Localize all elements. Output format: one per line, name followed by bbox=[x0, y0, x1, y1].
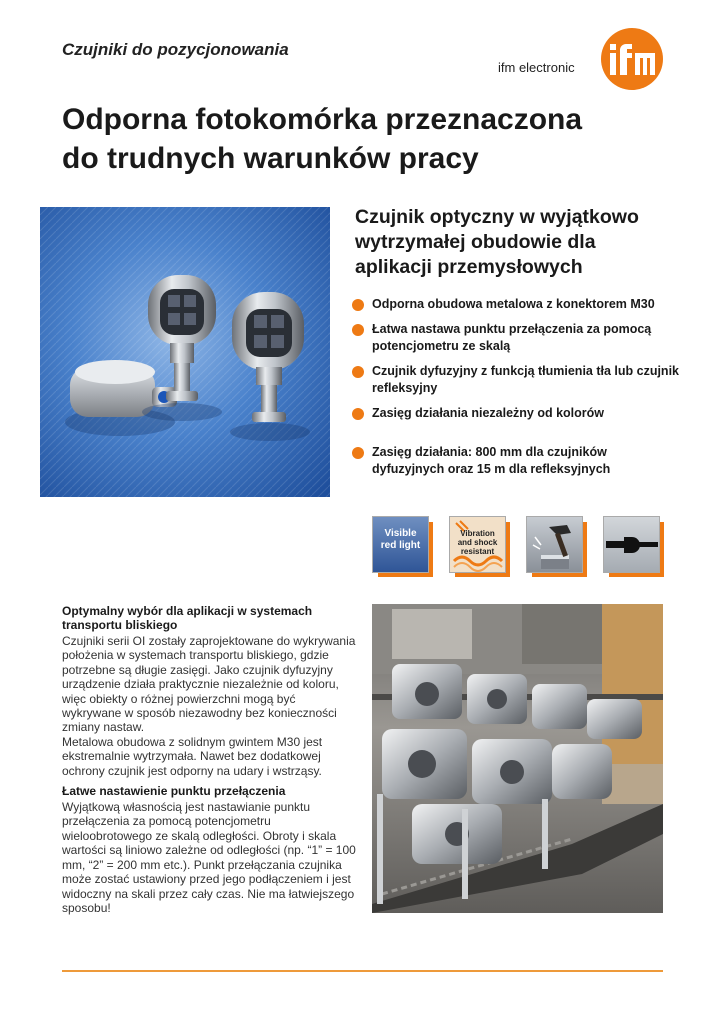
feature-item bbox=[352, 444, 682, 478]
bullet-dot-icon bbox=[352, 408, 364, 420]
article-text bbox=[62, 604, 357, 915]
badge-vibration-line-3: resistant bbox=[460, 547, 495, 556]
subheadline-line-2: wytrzymałej obudowie dla bbox=[355, 231, 596, 253]
brand-name: ifm electronic bbox=[498, 60, 575, 75]
hammer-icon bbox=[527, 517, 582, 572]
badge-vibration-line-2: and shock bbox=[457, 538, 498, 547]
connector-badge bbox=[603, 516, 660, 573]
feature-item bbox=[352, 405, 682, 422]
badge-visible-line-1: Visible bbox=[384, 528, 417, 539]
feature-text: Łatwa nastawa punktu przełączenia za pomocą potencjometru ze skalą bbox=[372, 322, 652, 353]
headline-line-1: Odporna fotokomórka przeznaczona bbox=[62, 103, 583, 136]
feature-badges bbox=[372, 516, 672, 578]
section-heading-transport: Optymalny wybór dla aplikacji w systemach transportu bliskiego bbox=[62, 604, 313, 632]
impact-resistant-badge bbox=[526, 516, 583, 573]
section-heading-switchpoint: Łatwe nastawienie punktu przełączenia bbox=[62, 784, 286, 799]
subheadline bbox=[355, 205, 675, 280]
subheadline-line-1: Czujnik optyczny w wyjątkowo bbox=[355, 206, 639, 228]
footer-divider bbox=[62, 970, 663, 972]
subheadline-line-3: aplikacji przemysłowych bbox=[355, 256, 583, 278]
feature-item bbox=[352, 321, 682, 355]
feature-text: Odporna obudowa metalowa z konektorem M30 bbox=[372, 297, 655, 311]
section-transport-paragraph-1: Czujniki serii OI zostały zaprojektowane do wykrywania położenia w systemach transportu bliskiego, gdzie potrzebne są długie zasięgi. Jako czujnik dyfuzyjny urządzenie działa praktycznie niezależnie od koloru, więc obiekty o różnej powierzchni mogą być wykrywane w sposób niezawodny bez konieczności zmiany nastaw. bbox=[62, 634, 356, 735]
feature-text: Zasięg działania niezależny od kolorów bbox=[372, 406, 605, 420]
section-switchpoint-paragraph: Wyjątkową własnością jest nastawianie punktu przełączenia za pomocą potencjometru wieloobrotowego ze skalą odległości. Obroty i skala wartości są liniowo zależne od odległości (np. “1” = 100 mm, “2” = 200 mm etc.). Punkt przełączania czujnika może zostać ustawiony przed jego podłączeniem i jest widoczny na skali przez cały czas. Nie ma łatwiejszego sposobu! bbox=[62, 800, 356, 915]
feature-item bbox=[352, 363, 682, 397]
badge-vibration-line-1: Vibration bbox=[460, 529, 495, 538]
factory-conveyor-photo bbox=[372, 604, 663, 913]
feature-list bbox=[352, 296, 682, 478]
product-photo bbox=[40, 207, 330, 497]
bullet-dot-icon bbox=[352, 299, 364, 311]
feature-item bbox=[352, 296, 682, 313]
bullet-dot-icon bbox=[352, 447, 364, 459]
visible-red-light-badge bbox=[372, 516, 429, 573]
category-title: Czujniki do pozycjonowania bbox=[62, 40, 289, 59]
ifm-logo bbox=[601, 28, 663, 90]
feature-text: Zasięg działania: 800 mm dla czujników dyfuzyjnych oraz 15 m dla refleksyjnych bbox=[372, 445, 611, 476]
section-transport-paragraph-2: Metalowa obudowa z solidnym gwintem M30 jest ekstremalnie wytrzymała. Nawet bez dodatkowej ochrony czujnik jest odporny na udary i wstrząsy. bbox=[62, 734, 323, 778]
feature-text: Czujnik dyfuzyjny z funkcją tłumienia tła lub czujnik refleksyjny bbox=[372, 364, 679, 395]
page-headline bbox=[62, 100, 662, 178]
connector-icon bbox=[604, 517, 659, 572]
vibration-badge bbox=[449, 516, 506, 573]
headline-line-2: do trudnych warunków pracy bbox=[62, 142, 479, 175]
bullet-dot-icon bbox=[352, 324, 364, 336]
badge-visible-line-2: red light bbox=[380, 540, 421, 551]
bullet-dot-icon bbox=[352, 366, 364, 378]
